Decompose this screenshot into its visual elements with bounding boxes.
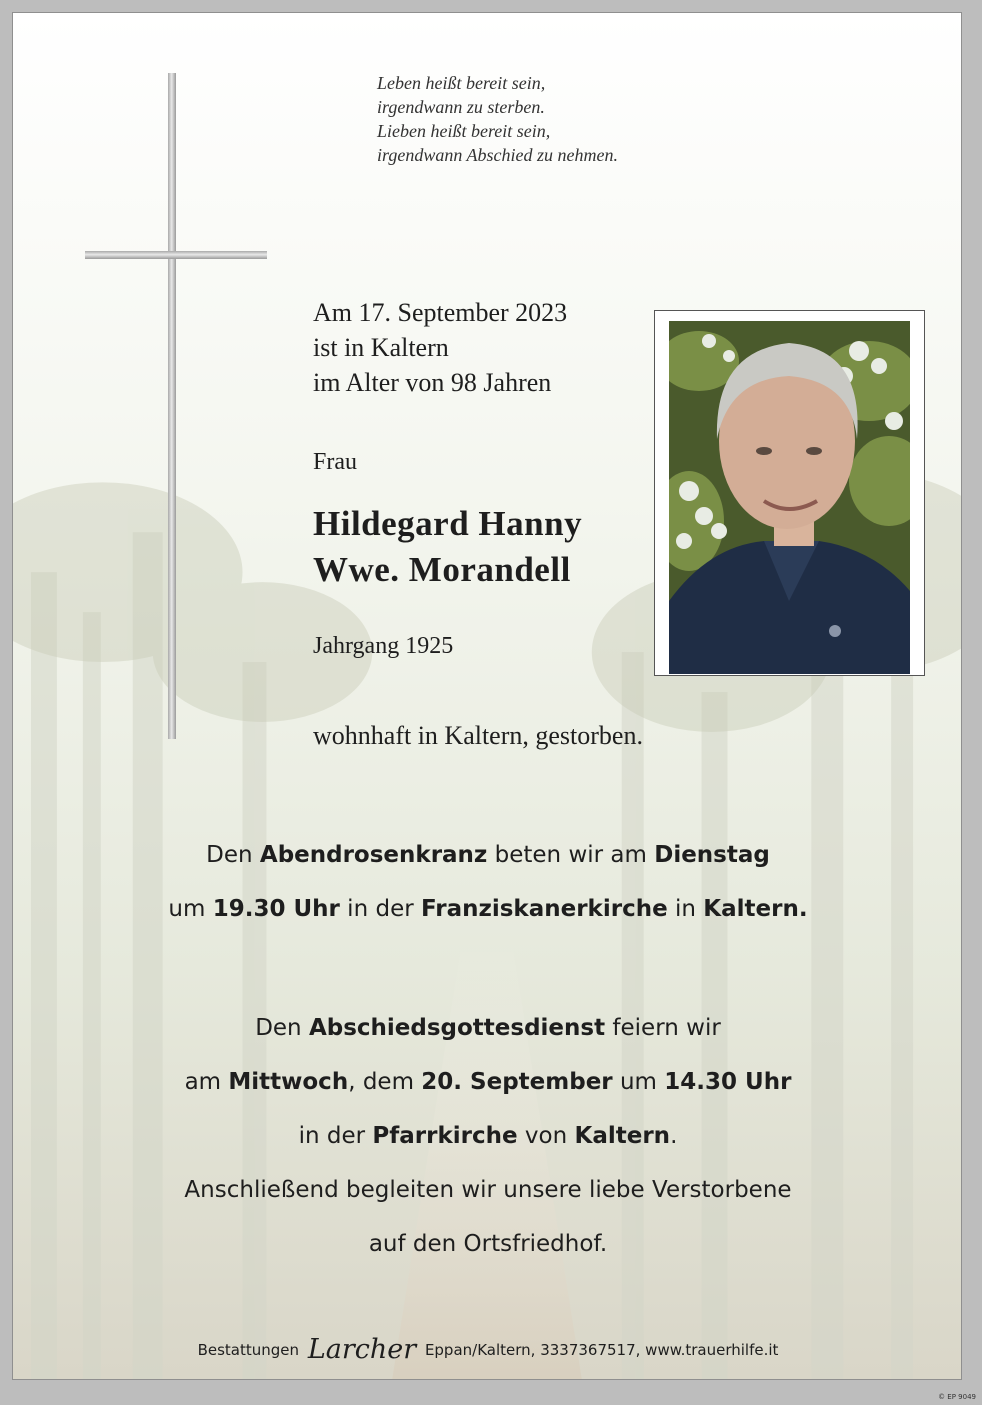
cross-horizontal-beam [85,251,267,259]
intro-line: im Alter von 98 Jahren [313,368,552,397]
service-line-4: Anschließend begleiten wir unsere liebe Verstorbene [184,1177,792,1203]
poem-line: Leben heißt bereit sein, [377,73,546,93]
poem-line: irgendwann zu sterben. [377,97,545,117]
funeral-service-info [13,1001,962,1271]
emphasis: Mittwoch [228,1069,349,1095]
text: in der [298,1123,373,1149]
service-line-3 [13,1109,962,1163]
poem-line: Lieben heißt bereit sein, [377,121,551,141]
text: . [670,1123,678,1149]
funeral-home-footer [13,1331,962,1365]
deceased-name [313,501,582,593]
emphasis: Kaltern [574,1123,671,1149]
emphasis: Abendrosenkranz [259,842,488,868]
text: am [184,1069,229,1095]
footer-contact: Eppan/Kaltern, 3337367517, www.trauerhilfe.it [424,1341,779,1359]
service-line-1 [13,1001,962,1055]
text: , dem [348,1069,422,1095]
rosary-line-2 [13,882,962,936]
salutation: Frau [313,449,357,475]
text: Den [206,842,260,868]
text: beten wir am [487,842,655,868]
poem-line: irgendwann Abschied zu nehmen. [377,145,618,165]
text: in [667,896,704,922]
emphasis: 20. September [421,1069,613,1095]
portrait-photo [669,321,910,674]
rosary-info [13,828,962,936]
service-line-2 [13,1055,962,1109]
intro-line: ist in Kaltern [313,333,449,362]
emphasis: Franziskanerkirche [420,896,668,922]
larcher-logo: Larcher [307,1334,417,1365]
text: von [517,1123,575,1149]
text: um [168,896,213,922]
rosary-line-1 [13,828,962,882]
text: um [612,1069,665,1095]
emphasis: 19.30 Uhr [212,896,340,922]
emphasis: Pfarrkirche [372,1123,518,1149]
text: Den [255,1015,309,1041]
name-line-1: Hildegard Hanny [313,504,583,543]
text: in der [339,896,421,922]
residence-line: wohnhaft in Kaltern, gestorben. [313,721,643,750]
birth-year: Jahrgang 1925 [313,633,454,659]
emphasis: Abschiedsgottesdienst [308,1015,606,1041]
footer-prefix: Bestattungen [197,1341,300,1359]
name-line-2: Wwe. Morandell [313,550,571,589]
text: feiern wir [605,1015,721,1041]
emphasis: Dienstag [654,842,770,868]
emphasis: 14.30 Uhr [664,1069,792,1095]
cross-vertical-beam [168,73,176,739]
death-announcement [313,295,567,400]
portrait-frame [654,310,925,676]
intro-line: Am 17. September 2023 [313,298,568,327]
poem [377,71,618,167]
emphasis: Kaltern. [703,896,808,922]
service-line-5: auf den Ortsfriedhof. [368,1231,608,1257]
print-code: © EP 9049 [938,1393,976,1401]
obituary-sheet [12,12,962,1380]
